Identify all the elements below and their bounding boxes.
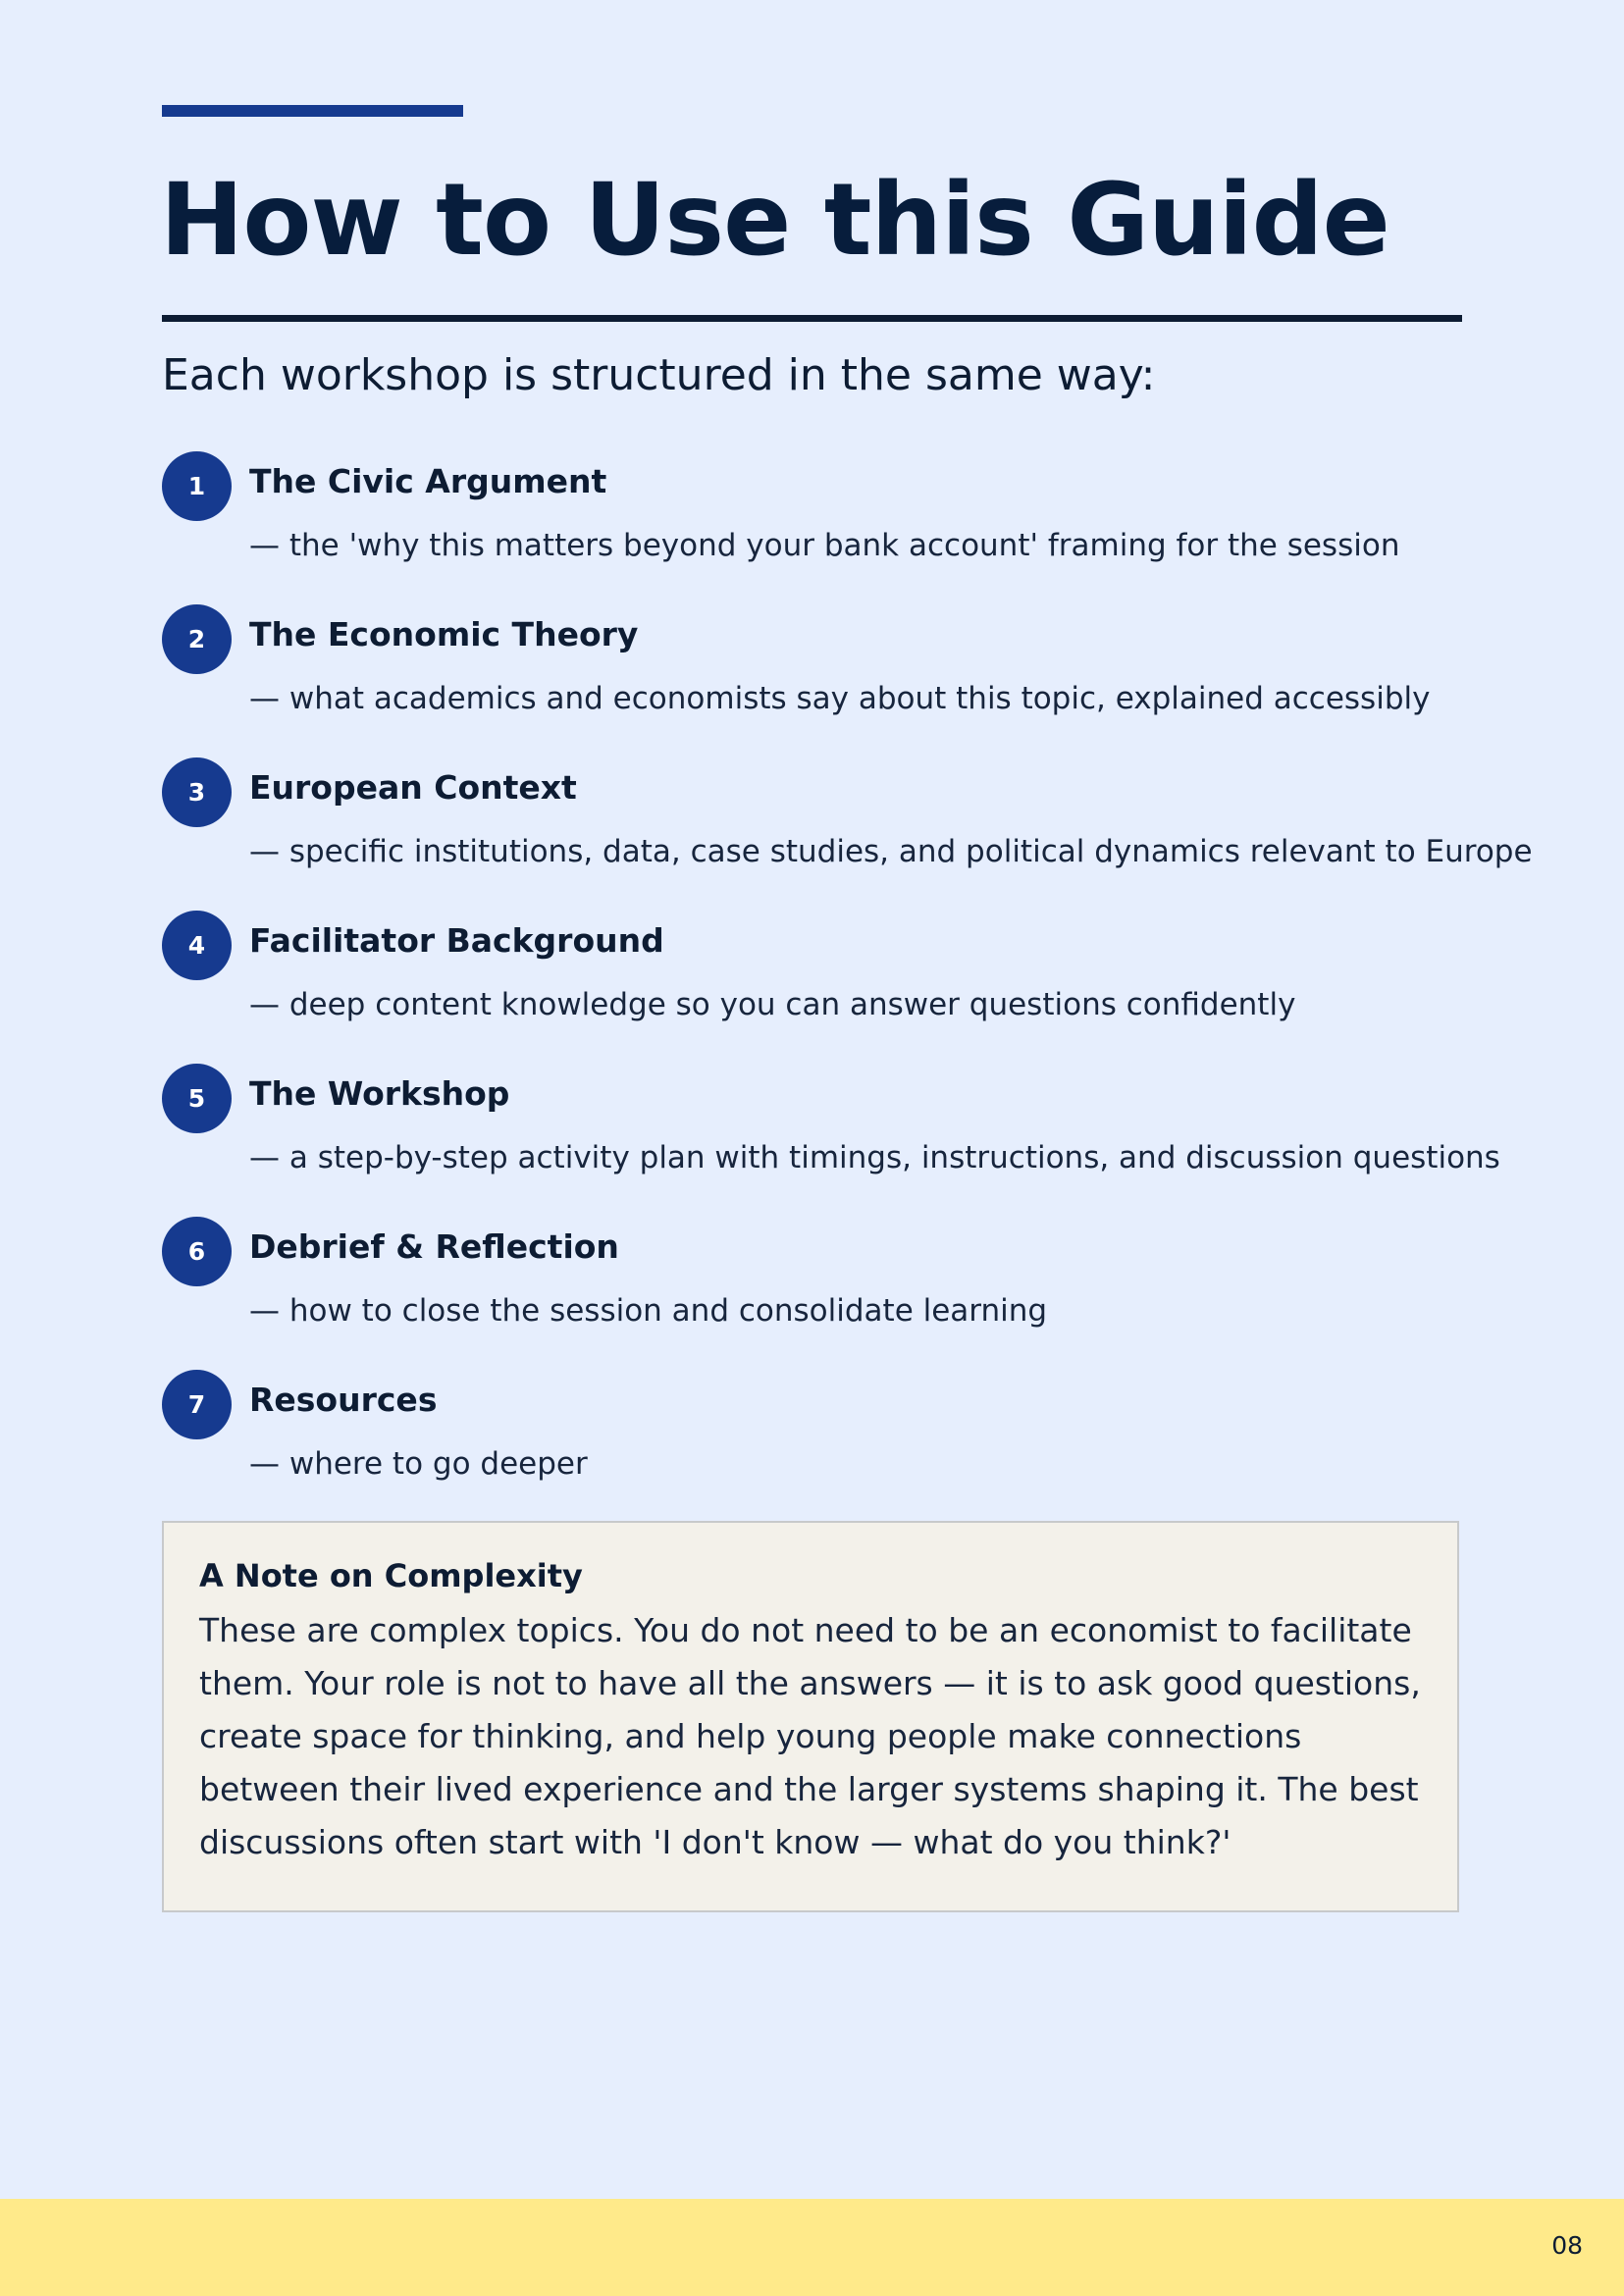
step-title: The Economic Theory xyxy=(249,615,639,653)
step-description: — specific institutions, data, case studies, and political dynamics relevant to Europe xyxy=(249,834,1533,869)
note-body: These are complex topics. You do not need to be an economist to facilitate them. Your role is not to have all the answers — it is to ask good questions, create space for thinking, and help young people make connections between their lived experience and the larger systems shaping it. The best discussions often start with 'I don't know — what do you think?' xyxy=(199,1611,1421,1861)
step-title: European Context xyxy=(249,768,577,807)
step-description: — the 'why this matters beyond your bank account' framing for the session xyxy=(249,528,1400,563)
step-number-badge: 2 xyxy=(162,604,232,674)
step-description: — deep content knowledge so you can answer questions confidently xyxy=(249,987,1296,1022)
step-description: — where to go deeper xyxy=(249,1446,588,1482)
step-number-badge: 7 xyxy=(162,1370,232,1439)
step-title: Debrief & Reflection xyxy=(249,1227,619,1266)
page-number: 08 xyxy=(1551,2231,1583,2260)
step-title: Facilitator Background xyxy=(249,921,664,960)
step-description: — how to close the session and consolidate learning xyxy=(249,1293,1048,1329)
intro-text: Each workshop is structured in the same way: xyxy=(162,350,1156,400)
step-number-badge: 3 xyxy=(162,757,232,827)
step-item-european-context xyxy=(162,757,1533,911)
step-number-badge: 5 xyxy=(162,1064,232,1133)
step-title: The Civic Argument xyxy=(249,462,607,500)
complexity-note-box xyxy=(162,1521,1459,1912)
step-title: The Workshop xyxy=(249,1074,510,1113)
step-number-badge: 4 xyxy=(162,911,232,980)
step-item-workshop xyxy=(162,1064,1500,1217)
title-divider xyxy=(162,315,1462,322)
step-number-badge: 1 xyxy=(162,451,232,521)
step-title: Resources xyxy=(249,1381,438,1419)
step-item-economic-theory xyxy=(162,604,1467,757)
page-title: How to Use this Guide xyxy=(160,162,1389,279)
step-item-civic-argument xyxy=(162,451,1467,604)
step-item-facilitator-background xyxy=(162,911,1467,1064)
note-heading: A Note on Complexity xyxy=(199,1557,583,1594)
workshop-structure-list xyxy=(162,451,1533,1523)
title-accent-bar xyxy=(162,105,463,117)
step-item-debrief-reflection xyxy=(162,1217,1467,1370)
page-footer xyxy=(0,2199,1624,2296)
step-item-resources xyxy=(162,1370,1467,1523)
step-number-badge: 6 xyxy=(162,1217,232,1286)
step-description: — what academics and economists say about this topic, explained accessibly xyxy=(249,681,1431,716)
step-description: — a step-by-step activity plan with timings, instructions, and discussion questions xyxy=(249,1140,1500,1175)
